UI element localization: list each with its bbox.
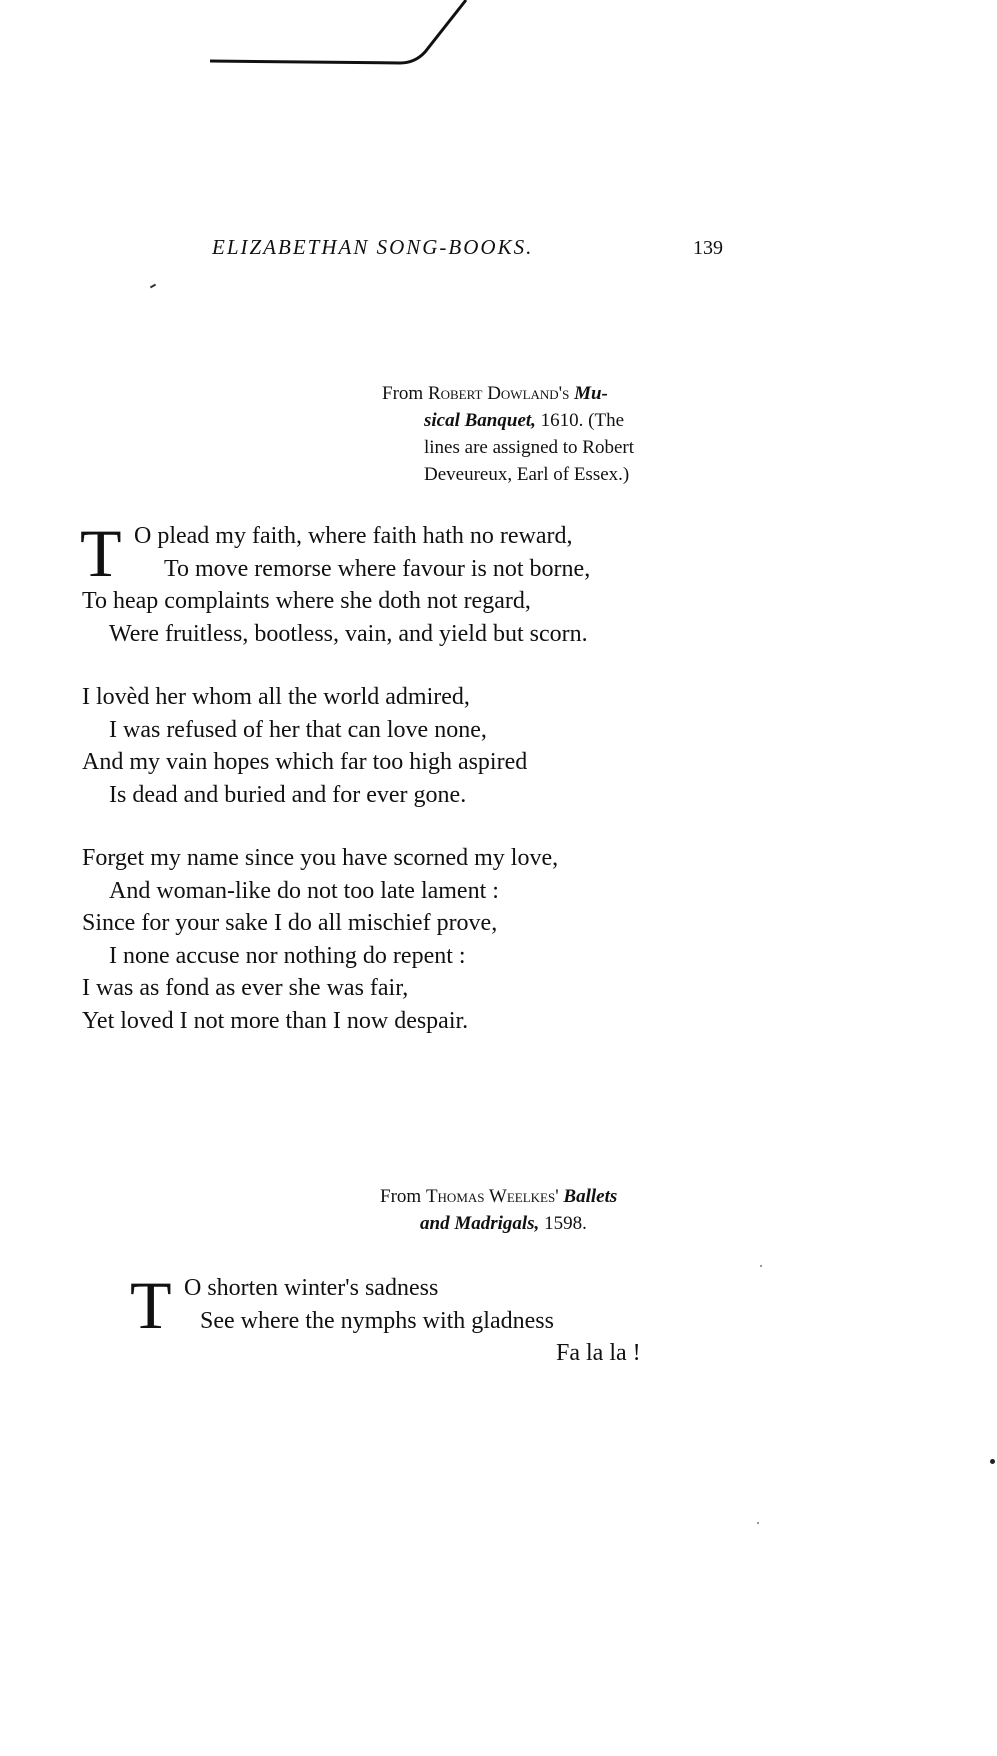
attribution-title: Ballets: [563, 1186, 618, 1207]
attribution-from: From: [382, 383, 428, 404]
stanza: [80, 515, 732, 650]
poem-line: To move remorse where favour is not borne,: [164, 555, 591, 582]
poem-line: Since for your sake I do all mischief prove,: [82, 910, 498, 936]
poem-line: Yet loved I not more than I now despair.: [82, 1007, 469, 1034]
attribution-line: [380, 1210, 740, 1237]
poem-line: See where the nymphs with gladness: [200, 1307, 554, 1334]
poem-line: I was as fond as ever she was fair,: [82, 975, 409, 1001]
attribution-title: sical Banquet,: [424, 410, 536, 431]
attribution-line: [382, 380, 722, 407]
attribution-line: [382, 407, 722, 434]
poem-line-text: O plead my faith, where faith hath no reward,: [134, 523, 573, 549]
poem-line: Fa la la !: [556, 1340, 641, 1366]
poem-line-text: O shorten winter's sadness: [184, 1275, 439, 1301]
paper-speck: [757, 1522, 759, 1524]
attribution-title: and Madrigals,: [420, 1213, 540, 1234]
page-number: 139: [693, 237, 723, 259]
poem-line: Were fruitless, bootless, vain, and yield but scorn.: [109, 620, 588, 647]
attribution-year: 1598.: [539, 1213, 587, 1234]
poem-line: Forget my name since you have scorned my love,: [82, 845, 559, 871]
attribution-author: Robert Dowland's: [427, 383, 570, 404]
poem-line: And woman-like do not too late lament :: [109, 877, 499, 904]
page-edge-mark: [210, 0, 530, 80]
running-title: ELIZABETHAN SONG-BOOKS.: [212, 235, 534, 259]
poem-dowland: [80, 515, 732, 1068]
poem-line: I none accuse nor nothing do repent :: [109, 942, 466, 969]
attribution-dowland: [382, 380, 722, 488]
drop-cap: T: [80, 515, 122, 591]
drop-cap: T: [130, 1267, 172, 1343]
attribution-title: Mu-: [574, 383, 608, 404]
attribution-from: From: [380, 1186, 426, 1207]
attribution-line: lines are assigned to Robert: [424, 437, 635, 458]
poem-line: And my vain hopes which far too high aspired: [82, 749, 528, 775]
poem-line: I was refused of her that can love none,: [109, 716, 487, 743]
attribution-author: Thomas Weelkes': [425, 1186, 559, 1207]
attribution-line: Deveureux, Earl of Essex.): [424, 464, 630, 485]
attribution-year: 1610. (The: [535, 410, 625, 431]
attribution-weelkes: [380, 1183, 740, 1237]
attribution-line: [380, 1183, 740, 1210]
edge-ink-dot: [990, 1459, 995, 1464]
paper-speck: [760, 1265, 762, 1267]
poem-line: I lovèd her whom all the world admired,: [82, 684, 470, 710]
poem-line: To heap complaints where she doth not regard,: [82, 588, 531, 614]
stanza: [82, 681, 732, 811]
stray-ink-mark: [150, 284, 156, 289]
poem-line: Is dead and buried and for ever gone.: [109, 781, 467, 808]
poem-weelkes: [130, 1267, 692, 1370]
stanza: [82, 842, 732, 1037]
